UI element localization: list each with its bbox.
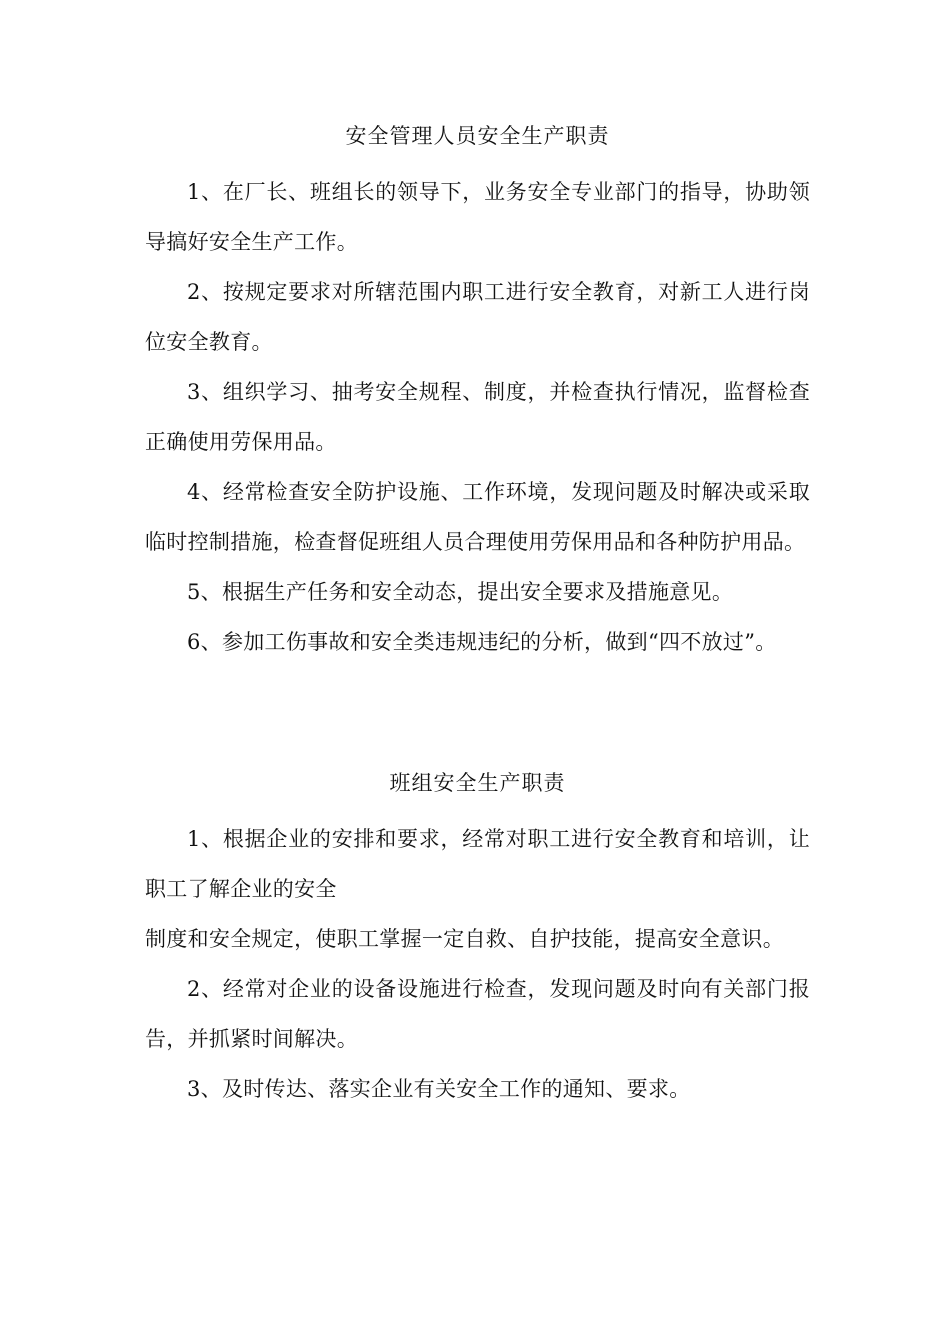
duty-item-1: 1、在厂长、班组长的领导下，业务安全专业部门的指导，协助领导搞好安全生产工作。 bbox=[145, 180, 810, 254]
duty-item-2: 2、按规定要求对所辖范围内职工进行安全教育，对新工人进行岗位安全教育。 bbox=[145, 280, 810, 354]
team-duty-item-2: 2、经常对企业的设备设施进行检查，发现问题及时向有关部门报告，并抓紧时间解决。 bbox=[145, 977, 810, 1051]
team-safety-duties-section bbox=[145, 765, 810, 1114]
section-title-safety-manager: 安全管理人员安全生产职责 bbox=[345, 124, 610, 148]
duty-item-5: 5、根据生产任务和安全动态，提出安全要求及措施意见。 bbox=[187, 580, 734, 604]
section-title-team-safety: 班组安全生产职责 bbox=[389, 771, 566, 795]
duty-item-4: 4、经常检查安全防护设施、工作环境，发现问题及时解决或采取临时控制措施，检查督促班组人员合理使用劳保用品和各种防护用品。 bbox=[145, 480, 810, 554]
safety-manager-duties-section bbox=[145, 118, 810, 667]
team-duty-item-1-line-1: 1、根据企业的安排和要求，经常对职工进行安全教育和培训，让职工了解企业的安全 bbox=[145, 827, 810, 901]
team-duty-item-1-line-2: 制度和安全规定，使职工掌握一定自救、自护技能，提高安全意识。 bbox=[145, 927, 784, 951]
duty-item-6: 6、参加工伤事故和安全类违规违纪的分析，做到“四不放过”。 bbox=[187, 630, 777, 654]
team-duty-item-3: 3、及时传达、落实企业有关安全工作的通知、要求。 bbox=[187, 1077, 691, 1101]
duty-item-3: 3、组织学习、抽考安全规程、制度，并检查执行情况，监督检查正确使用劳保用品。 bbox=[145, 380, 810, 454]
